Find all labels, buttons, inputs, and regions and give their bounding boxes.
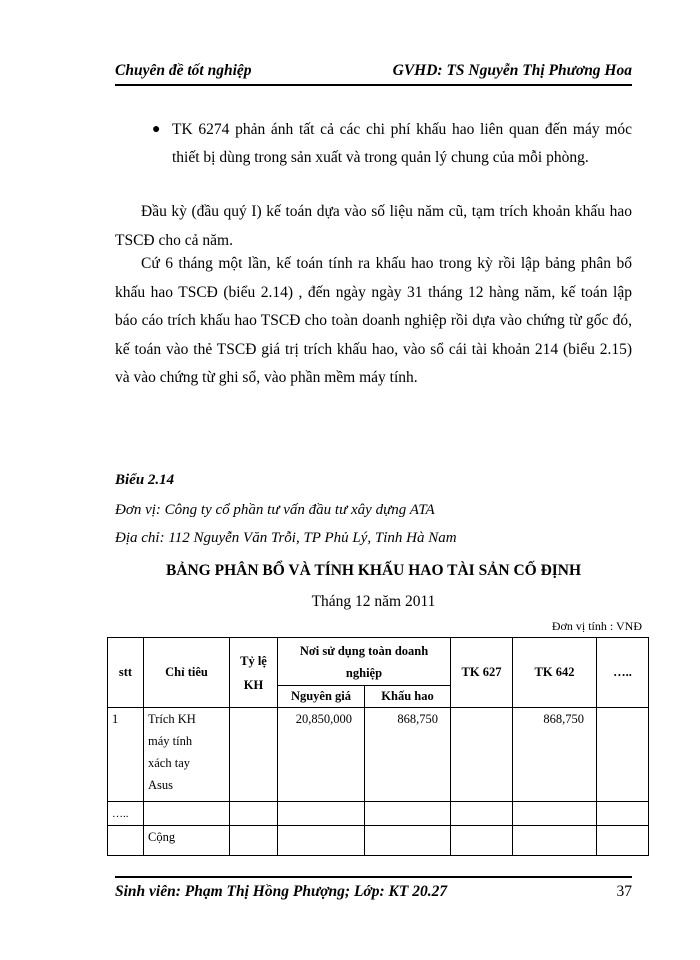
- header-noi-su-dung: [278, 638, 451, 686]
- bullet-icon: ●: [152, 122, 161, 137]
- cell-empty: [230, 826, 278, 856]
- header-more: …..: [597, 638, 649, 708]
- cell-chi-tieu-line: Asus: [148, 778, 174, 792]
- company-unit: Đơn vị: Công ty cổ phần tư vấn đầu tư xây dựng ATA: [115, 502, 435, 518]
- cell-chi-tieu-line: Trích KH: [148, 712, 196, 726]
- cell-stt: 1: [108, 708, 144, 802]
- cell-empty: [108, 826, 144, 856]
- cell-empty: [451, 826, 513, 856]
- table-row: [108, 802, 649, 826]
- table-header-row: [108, 638, 649, 686]
- paragraph-1: Đầu kỳ (đầu quý I) kế toán dựa vào số liệu năm cũ, tạm trích khoản khấu hao TSCĐ cho cả năm.: [115, 203, 632, 249]
- table-total-row: [108, 826, 649, 856]
- cell-stt: …..: [108, 802, 144, 826]
- cell-empty: [365, 802, 451, 826]
- header-stt: stt: [108, 638, 144, 708]
- company-address: Địa chỉ: 112 Nguyễn Văn Trỗi, TP Phủ Lý, Tỉnh Hà Nam: [115, 530, 457, 546]
- page-number: 37: [616, 883, 632, 900]
- table-title: BẢNG PHÂN BỔ VÀ TÍNH KHẤU HAO TÀI SẢN CỐ ĐỊNH: [165, 562, 582, 579]
- header-advisor: GVHD: TS Nguyễn Thị Phương Hoa: [392, 62, 632, 79]
- cell-empty: [513, 802, 597, 826]
- header-tk642: TK 642: [513, 638, 597, 708]
- depreciation-table: [107, 637, 649, 856]
- bullet-text: TK 6274 phản ánh tất cả các chi phí khấu hao liên quan đến máy móc thiết bị dùng trong sản xuất và trong quản lý chung của mỗi phòng.: [172, 121, 632, 166]
- page-footer: [115, 876, 632, 902]
- table-row: [108, 708, 649, 802]
- cell-empty: [597, 802, 649, 826]
- header-nguyen-gia: Nguyên giá: [278, 686, 365, 708]
- cell-more: [597, 708, 649, 802]
- cell-chi-tieu-line: xách tay: [148, 756, 190, 770]
- cell-empty: [144, 802, 230, 826]
- header-ty-le: [230, 638, 278, 708]
- cell-nguyen-gia: 20,850,000: [278, 708, 365, 802]
- cell-empty: [230, 802, 278, 826]
- header-tk627: TK 627: [451, 638, 513, 708]
- bullet-item: [152, 116, 632, 172]
- page-header: [115, 62, 632, 86]
- cell-khau-hao: 868,750: [365, 708, 451, 802]
- header-noi-su-dung-line-2: nghiệp: [345, 665, 383, 680]
- cell-empty: [451, 802, 513, 826]
- footer-student: Sinh viên: Phạm Thị Hồng Phượng; Lớp: KT 20.27: [115, 883, 448, 900]
- header-khau-hao: Khấu hao: [365, 686, 451, 708]
- header-left-title: Chuyên đề tốt nghiệp: [115, 62, 252, 79]
- form-label: Biểu 2.14: [115, 472, 175, 488]
- cell-chi-tieu-line: máy tính: [148, 734, 193, 748]
- cell-empty: [597, 826, 649, 856]
- cell-empty: [278, 826, 365, 856]
- cell-tk627: [451, 708, 513, 802]
- header-ty-le-line-2: KH: [243, 677, 264, 692]
- cell-empty: [513, 826, 597, 856]
- cell-chi-tieu: [144, 708, 230, 802]
- table-period: Tháng 12 năm 2011: [311, 593, 436, 610]
- cell-total-label: Cộng: [144, 826, 230, 856]
- cell-empty: [365, 826, 451, 856]
- currency-unit: Đơn vị tính : VNĐ: [551, 619, 642, 633]
- cell-ty-le: [230, 708, 278, 802]
- header-noi-su-dung-line-1: Nơi sử dụng toàn doanh: [299, 643, 429, 658]
- cell-empty: [278, 802, 365, 826]
- cell-tk642: 868,750: [513, 708, 597, 802]
- paragraph-2: Cứ 6 tháng một lần, kế toán tính ra khấu hao trong kỳ rồi lập bảng phân bổ khấu hao TSCĐ (biểu 2.14) , đến ngày ngày 31 tháng 12 hàng năm, kế toán lập báo cáo trích khấu hao TSCĐ cho toàn doanh nghiệp rồi dựa vào chứng từ gốc đó, kế toán vào thẻ TSCĐ giá trị trích khấu hao, vào sổ cái tài khoản 214 (biểu 2.15) và vào chứng từ ghi sổ, vào phần mềm máy tính.: [115, 255, 632, 386]
- header-ty-le-line-1: Tỷ lệ: [240, 653, 267, 668]
- header-chi-tieu: Chỉ tiêu: [144, 638, 230, 708]
